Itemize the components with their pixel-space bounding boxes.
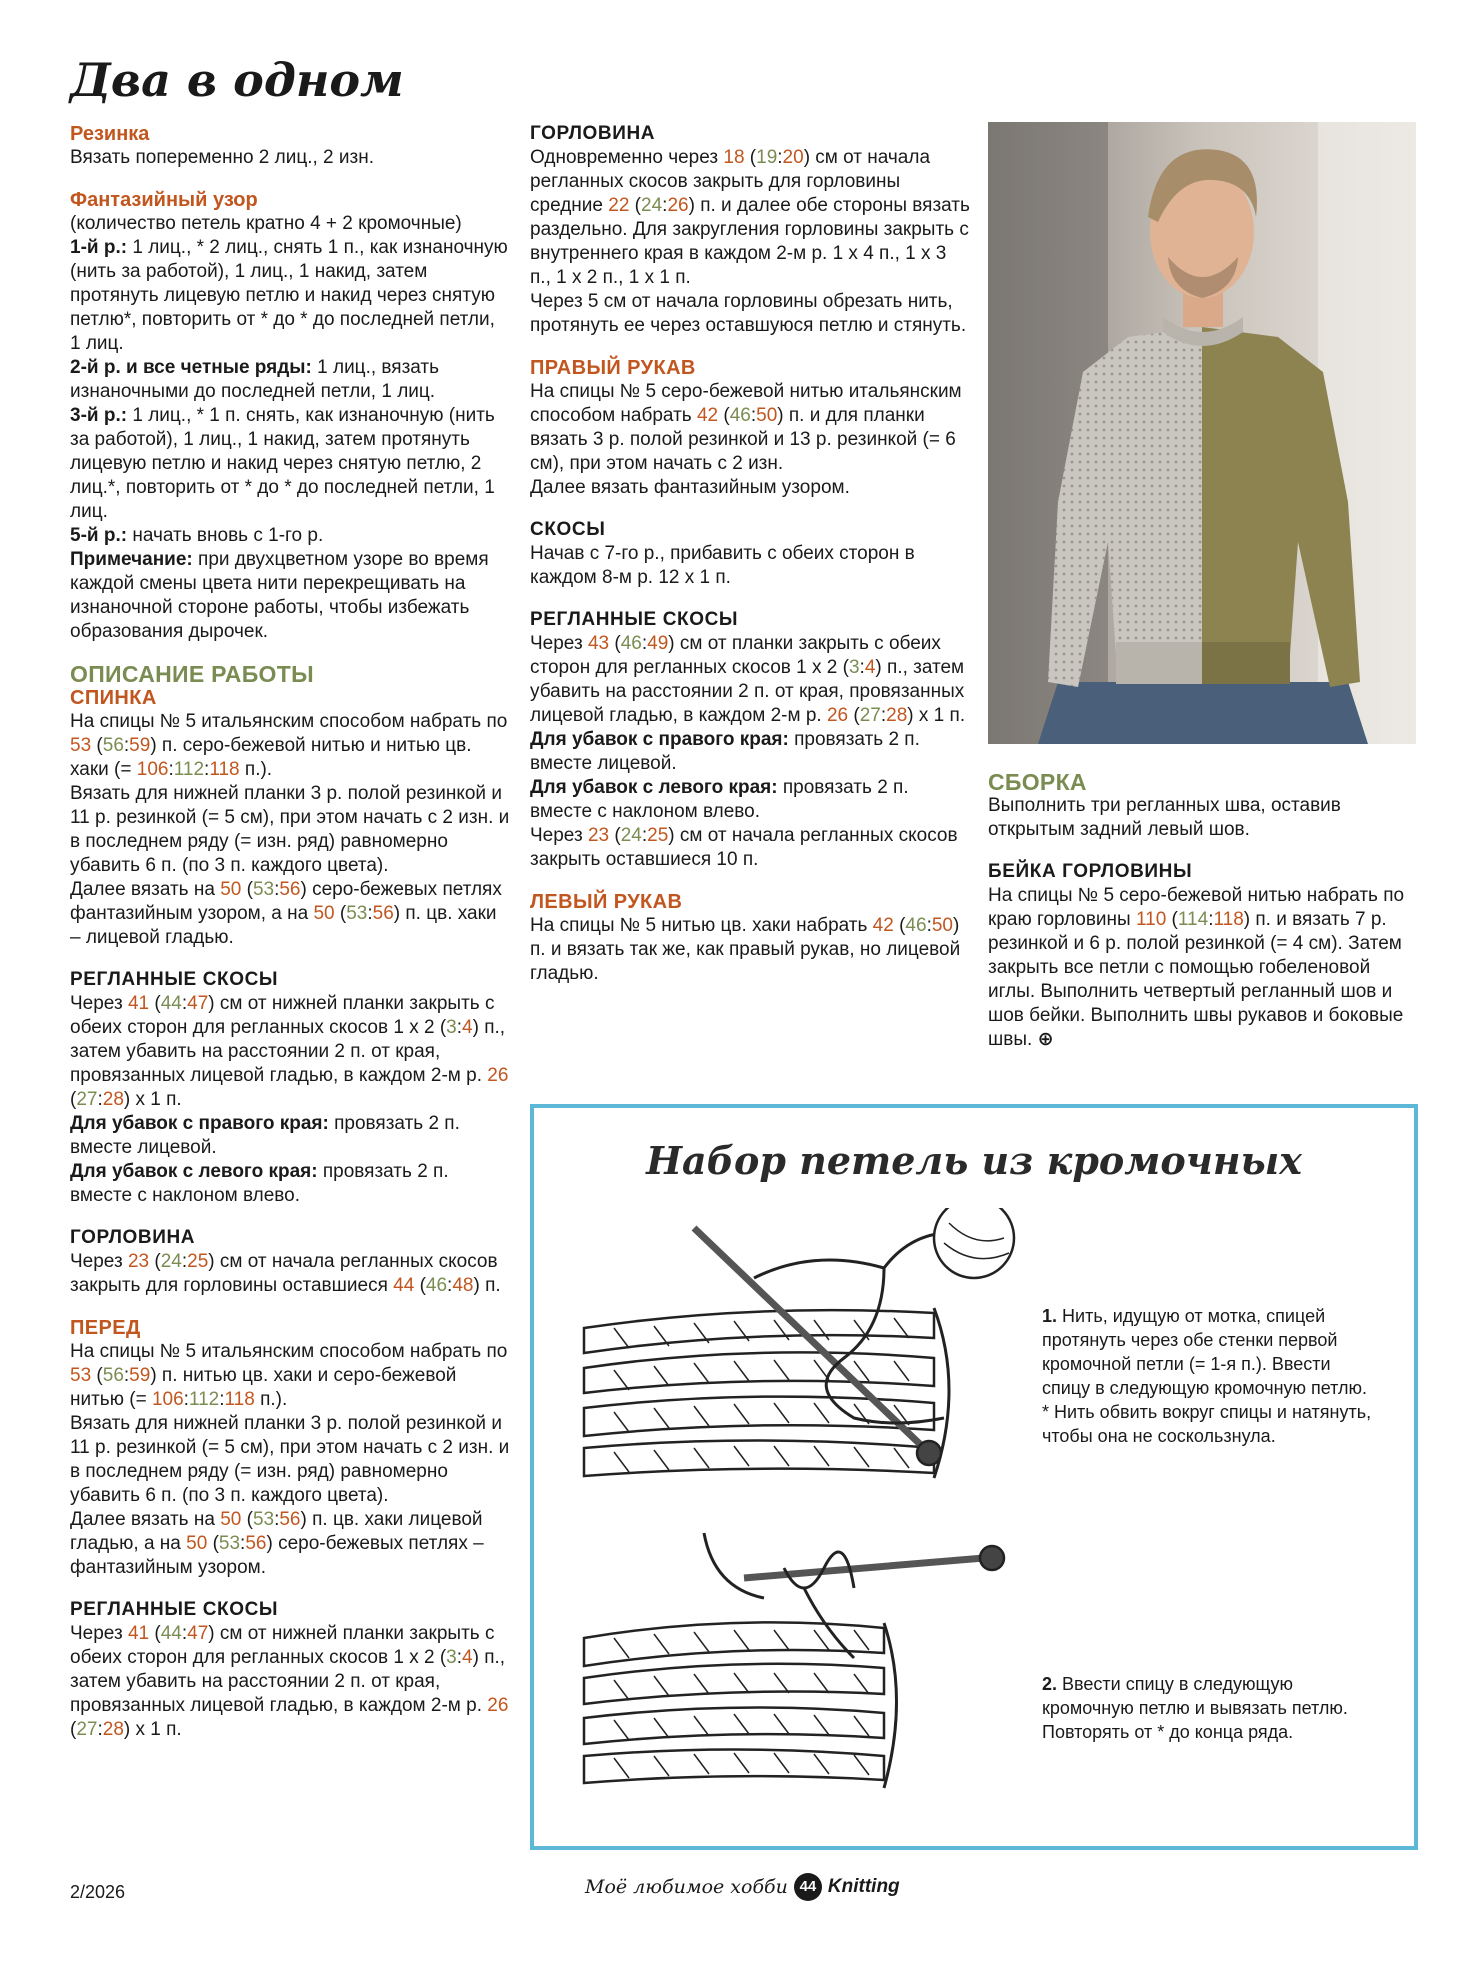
raglan2-title: РЕГЛАННЫЕ СКОСЫ: [70, 1599, 279, 1620]
num: 49: [647, 633, 669, 654]
raglan-p1: Через 41 (44:47) см от нижней планки закрыть с обеих сторон для регланных скосов 1 х 2 (3:4) п., затем убавить на расстоянии 2 п. от края, провязанных лицевой гладью, в каждом 2-м р. 26 (27:28) х 1 п.: [70, 993, 509, 1110]
row1-text: 1 лиц., * 2 лиц., снять 1 п., как изнаночную (нить за работой), 1 лиц., 1 накид, затем протянуть лицевую петлю и накид через снятую петлю*, повторить от * до * до последней петли, 1 лиц.: [70, 237, 508, 354]
end-mark-icon: ⊕: [1037, 1029, 1054, 1050]
left-sleeve-section: [530, 890, 970, 986]
num: 3: [848, 657, 860, 678]
num: 20: [782, 147, 804, 168]
num: 25: [647, 825, 669, 846]
right-dec: [530, 728, 970, 776]
num: 50: [186, 1533, 208, 1554]
num: 114: [1177, 909, 1209, 930]
raglan-p1: Через 43 (46:49) см от планки закрыть с обеих сторон для регланных скосов 1 х 2 (3:4) п., затем убавить на расстоянии 2 п. от края, провязанных лицевой гладью, в каждом 2-м р. 26 (27:28) х 1 п.: [530, 633, 966, 726]
bevel-title: СКОСЫ: [530, 519, 606, 540]
magazine-name: Моё любимое хобби: [585, 1876, 788, 1898]
step2-num: 2.: [1042, 1674, 1058, 1694]
brand-name: Knitting: [827, 1876, 900, 1897]
column-left: [70, 122, 510, 1742]
text: п. и для планки вязать 3 р. полой резинкой и 13 р. резинкой (= 6 см), при этом начать с 2 изн.: [530, 405, 956, 474]
row2-text: 1 лиц., вязать изнаночными до последней петли, 1 лиц.: [70, 357, 440, 402]
label: Для убавок с правого края:: [530, 729, 789, 750]
text: Через: [70, 1623, 123, 1644]
step1-num: 1.: [1042, 1306, 1058, 1326]
left-dec: [70, 1160, 510, 1208]
num: 42: [872, 915, 894, 936]
row5-text: начать вновь с 1-го р.: [132, 525, 324, 546]
text: см от начала регланных скосов закрыть для горловины оставшиеся: [70, 1251, 498, 1296]
text: п. и вязать 7 р. резинкой и 6 р. полой резинкой (= 4 см). Затем закрыть все петли с помощью гобеленовой иглы. Выполнить четвертый регланный шов и шов бейки. Выполнить швы рукавов и боковые швы.: [988, 909, 1404, 1050]
text: п.).: [244, 759, 273, 780]
note-text: при двухцветном узоре во время каждой смены цвета нити перекрещивать на изнаночной стороне работы, чтобы избежать образования дырочек.: [70, 549, 489, 642]
text: п., затем убавить на расстоянии 2 п. от края, провязанных лицевой гладью, в каждом 2-м р.: [70, 1647, 506, 1716]
num: 59: [129, 1365, 151, 1386]
step2-illustration: [554, 1528, 1024, 1828]
note: [70, 548, 510, 644]
num: 110: [1135, 909, 1167, 930]
row2-label: 2-й р. и все четные ряды:: [70, 357, 312, 378]
fancy-title: Фантазийный узор: [70, 189, 258, 211]
num: 56: [279, 1509, 301, 1530]
lsleeve-title: ЛЕВЫЙ РУКАВ: [530, 891, 683, 913]
text: п. и далее обе стороны вязать раздельно. Для закругления горловины закрыть с внутреннего края в каждом 2-м р. 1 х 4 п., 1 х 3 п., 1 х 2 п., 1 х 1 п.: [530, 195, 970, 288]
num: 53: [346, 903, 368, 924]
text: Через: [530, 633, 583, 654]
num: 25: [187, 1251, 209, 1272]
rib-title: Резинка: [70, 123, 150, 145]
num: 53: [218, 1533, 241, 1554]
num: 46: [620, 633, 642, 654]
num: 24: [620, 825, 642, 846]
num: 112: [188, 1389, 220, 1410]
text: провязать 2 п. вместе с наклоном влево.: [530, 777, 909, 822]
fancy-intro: (количество петель кратно 4 + 2 кромочные): [70, 213, 462, 234]
right-dec: [70, 1112, 510, 1160]
front-neck-section: [530, 122, 970, 338]
num: 56: [245, 1533, 267, 1554]
row3: [70, 404, 510, 524]
neck-title: ГОРЛОВИНА: [70, 1227, 196, 1248]
step1: [1042, 1304, 1382, 1400]
label: Для убавок с левого края:: [530, 777, 778, 798]
step1-text-block: [1042, 1304, 1382, 1448]
back-neck-section: [70, 1226, 510, 1298]
num: 47: [187, 1623, 209, 1644]
step2: [1042, 1672, 1382, 1744]
text: х 1 п.: [135, 1719, 182, 1740]
num: 4: [864, 657, 876, 678]
row5-label: 5-й р.:: [70, 525, 128, 546]
page-footer: [585, 1873, 985, 1901]
step1-illustration: [554, 1208, 1024, 1508]
num: 44: [393, 1275, 415, 1296]
text: На спицы № 5 серо-бежевой нитью итальянским способом набрать: [530, 381, 962, 426]
num: 56: [102, 735, 124, 756]
neck-title: ГОРЛОВИНА: [530, 123, 656, 144]
num: 42: [696, 405, 719, 426]
num: 28: [102, 1089, 124, 1110]
num: 53: [70, 735, 92, 756]
num: 118: [1213, 909, 1244, 930]
bevel-section: [530, 518, 970, 590]
rib-section: [70, 122, 510, 170]
text: Через: [530, 825, 583, 846]
num: 47: [187, 993, 209, 1014]
column-right: [988, 770, 1418, 1052]
num: 53: [70, 1365, 92, 1386]
band-section: [988, 860, 1418, 1052]
num: 44: [160, 993, 182, 1014]
text: На спицы № 5 итальянским способом набрать по: [70, 1341, 508, 1362]
num: 50: [313, 903, 335, 924]
back-section: [70, 662, 510, 950]
lsleeve-p1: На спицы № 5 нитью цв. хаки набрать 42 (46:50) п. и вязать так же, как правый рукав, но лицевой гладью.: [530, 915, 961, 984]
step2-text: Ввести спицу в следующую кромочную петлю и вывязать петлю. Повторять от * до конца ряда.: [1042, 1674, 1348, 1742]
row5: [70, 524, 510, 548]
row1: [70, 236, 510, 356]
assembly-title: СБОРКА: [988, 769, 1087, 795]
band-title: БЕЙКА ГОРЛОВИНЫ: [988, 861, 1193, 882]
num: 24: [160, 1251, 182, 1272]
front-raglan-section: [70, 1598, 510, 1742]
num: 50: [220, 1509, 242, 1530]
raglan-title: РЕГЛАННЫЕ СКОСЫ: [530, 609, 739, 630]
num: 50: [756, 405, 778, 426]
num: 28: [886, 705, 908, 726]
num: 50: [931, 915, 953, 936]
num: 106: [136, 759, 169, 780]
back-raglan-section: [70, 968, 510, 1208]
text: Через: [70, 1251, 123, 1272]
left-dec: [530, 776, 970, 824]
text: Далее вязать на: [70, 879, 215, 900]
num: 43: [587, 633, 610, 654]
num: 27: [76, 1719, 98, 1740]
num: 46: [425, 1275, 448, 1296]
num: 46: [729, 405, 751, 426]
num: 53: [252, 879, 275, 900]
rsleeve-p1: На спицы № 5 серо-бежевой нитью итальянским способом набрать 42 (46:50) п. и для планки вязать 3 р. полой резинкой и 13 р. резинкой (= 6 см), при этом начать с 2 изн.: [530, 381, 962, 474]
column-middle: [530, 122, 970, 986]
work-title: ОПИСАНИЕ РАБОТЫ: [70, 661, 314, 687]
num: 53: [252, 1509, 275, 1530]
row1-label: 1-й р.:: [70, 237, 128, 258]
text: Через: [70, 993, 123, 1014]
raglan2-p1: Через 41 (44:47) см от нижней планки закрыть с обеих сторон для регланных скосов 1 х 2 (3:4) п., затем убавить на расстоянии 2 п. от края, провязанных лицевой гладью, в каждом 2-м р. 26 (27:28) х 1 п.: [70, 1623, 509, 1740]
num: 19: [756, 147, 778, 168]
front-p2: Вязать для нижней планки 3 р. полой резинкой и 11 р. резинкой (= 5 см), при этом начать с 2 изн. и в последнем ряду (= изн. ряд) равномерно убавить 6 п. (по 3 п. каждого цвета).: [70, 1413, 510, 1506]
text: см от нижней планки закрыть с обеих сторон для регланных скосов 1 х 2: [70, 993, 495, 1038]
text: п. нитью цв. хаки и серо-бежевой нитью (=: [70, 1365, 457, 1410]
neck-p1: Через 23 (24:25) см от начала регланных скосов закрыть для горловины оставшиеся 44 (46:48) п.: [70, 1251, 501, 1296]
text: серо-бежевых петлях фантазийным узором, а на: [70, 879, 502, 924]
panel-title: Набор петель из кромочных: [646, 1138, 1302, 1183]
assembly-text: Выполнить три регланных шва, оставив открытым задний левый шов.: [988, 795, 1341, 840]
num: 50: [220, 879, 242, 900]
label: Для убавок с левого края:: [70, 1161, 318, 1182]
sweater-photo-illustration: [988, 122, 1416, 744]
label: Для убавок с правого края:: [70, 1113, 329, 1134]
text: провязать 2 п. вместе лицевой.: [530, 729, 920, 774]
right-sleeve-section: [530, 356, 970, 500]
assembly-section: [988, 770, 1418, 842]
num: 41: [127, 1623, 150, 1644]
num: 44: [160, 1623, 182, 1644]
num: 3: [446, 1017, 457, 1038]
rsleeve-p2: Далее вязать фантазийным узором.: [530, 477, 850, 498]
num: 48: [452, 1275, 474, 1296]
band-p1: На спицы № 5 серо-бежевой нитью набрать по краю горловины 110 (114:118) п. и вязать 7 р. резинкой и 6 р. полой резинкой (= 4 см). Затем закрыть все петли с помощью гобеленовой иглы. Выполнить четвертый регланный шов и шов бейки. Выполнить швы рукавов и боковые швы. ⊕: [988, 885, 1405, 1050]
text: п.: [485, 1275, 501, 1296]
neck-p2: Через 5 см от начала горловины обрезать нить, протянуть ее через оставшуюся петлю и стянуть.: [530, 291, 967, 336]
num: 56: [102, 1365, 124, 1386]
row3-label: 3-й р.:: [70, 405, 128, 426]
text: п., затем убавить на расстоянии 2 п. от края, провязанных лицевой гладью, в каждом 2-м р.: [530, 657, 965, 726]
text: На спицы № 5 нитью цв. хаки набрать: [530, 915, 868, 936]
num: 24: [641, 195, 663, 216]
back-p3: Далее вязать на 50 (53:56) серо-бежевых петлях фантазийным узором, а на 50 (53:56) п. цв. хаки – лицевой гладью.: [70, 879, 502, 948]
front-title: ПЕРЕД: [70, 1317, 141, 1339]
text: см от нижней планки закрыть с обеих сторон для регланных скосов 1 х 2: [70, 1623, 495, 1668]
num: 28: [102, 1719, 124, 1740]
text: п. цв. хаки – лицевой гладью.: [70, 903, 497, 948]
back-title: СПИНКА: [70, 687, 157, 709]
num: 26: [667, 195, 689, 216]
num: 27: [76, 1089, 98, 1110]
page-number: 44: [794, 1873, 822, 1901]
num: 27: [859, 705, 881, 726]
text: п., затем убавить на расстоянии 2 п. от края, провязанных лицевой гладью, в каждом 2-м р.: [70, 1017, 506, 1086]
num: 26: [826, 705, 849, 726]
num: 23: [127, 1251, 150, 1272]
sleeve-raglan-section: [530, 608, 970, 872]
front-p1: На спицы № 5 итальянским способом набрать по 53 (56:59) п. нитью цв. хаки и серо-бежевой нитью (= 106:112:118 п.).: [70, 1341, 508, 1410]
step2-text-block: [1042, 1672, 1382, 1744]
num: 112: [173, 759, 205, 780]
text: п. серо-бежевой нитью и нитью цв. хаки (=: [70, 735, 472, 780]
text: п.).: [260, 1389, 288, 1410]
num: 59: [129, 735, 151, 756]
fancy-pattern-section: [70, 188, 510, 644]
num: 41: [127, 993, 150, 1014]
text: Одновременно через: [530, 147, 719, 168]
text: п. цв. хаки лицевой гладью, а на: [70, 1509, 483, 1554]
page-title: Два в одном: [70, 53, 404, 107]
num: 22: [608, 195, 630, 216]
text: провязать 2 п. вместе лицевой.: [70, 1113, 460, 1158]
text: Далее вязать на: [70, 1509, 215, 1530]
text: серо-бежевых петлях – фантазийным узором.: [70, 1533, 484, 1578]
issue-number: 2/2026: [70, 1882, 126, 1902]
step1-text: Нить, идущую от мотка, спицей протянуть через обе стенки первой кромочной петли (= 1-я п.). Ввести спицу в следующую кромочную петлю.: [1042, 1306, 1368, 1398]
rib-text: Вязать попеременно 2 лиц., 2 изн.: [70, 147, 374, 168]
raglan-title: РЕГЛАННЫЕ СКОСЫ: [70, 969, 279, 990]
neck-p1: Одновременно через 18 (19:20) см от начала регланных скосов закрыть для горловины средние 22 (24:26) п. и далее обе стороны вязать раздельно. Для закругления горловины закрыть с внутреннего края в каждом 2-м р. 1 х 4 п., 1 х 3 п., 1 х 2 п., 1 х 1 п.: [530, 147, 970, 288]
text: провязать 2 п. вместе с наклоном влево.: [70, 1161, 449, 1206]
num: 56: [372, 903, 394, 924]
num: 18: [723, 147, 745, 168]
rsleeve-title: ПРАВЫЙ РУКАВ: [530, 357, 696, 379]
cast-on-panel: [530, 1104, 1418, 1850]
text: п. и вязать так же, как правый рукав, но лицевой гладью.: [530, 939, 961, 984]
num: 106: [151, 1389, 184, 1410]
text: х 1 п.: [135, 1089, 182, 1110]
text: На спицы № 5 итальянским способом набрать по: [70, 711, 508, 732]
text: см от начала регланных скосов закрыть для горловины средние: [530, 147, 931, 216]
back-p1: На спицы № 5 итальянским способом набрать по 53 (56:59) п. серо-бежевой нитью и нитью цв. хаки (= 106:112:118 п.).: [70, 711, 508, 780]
back-p2: Вязать для нижней планки 3 р. полой резинкой и 11 р. резинкой (= 5 см), при этом начать с 2 изн. и в последнем ряду (= изн. ряд) равномерно убавить 6 п. (по 3 п. каждого цвета).: [70, 783, 510, 876]
num: 4: [462, 1017, 473, 1038]
num: 26: [487, 1065, 509, 1086]
num: 4: [462, 1647, 473, 1668]
num: 118: [224, 1389, 255, 1410]
front-p3: Далее вязать на 50 (53:56) п. цв. хаки лицевой гладью, а на 50 (53:56) серо-бежевых петлях – фантазийным узором.: [70, 1509, 484, 1578]
num: 3: [446, 1647, 457, 1668]
front-section: [70, 1316, 510, 1580]
num: 23: [587, 825, 610, 846]
raglan-p2: Через 23 (24:25) см от начала регланных скосов закрыть оставшиеся 10 п.: [530, 825, 958, 870]
num: 26: [487, 1695, 509, 1716]
bevel-p1: Начав с 7-го р., прибавить с обеих сторон в каждом 8-м р. 12 х 1 п.: [530, 543, 915, 588]
text: На спицы № 5 серо-бежевой нитью набрать по краю горловины: [988, 885, 1405, 930]
num: 56: [279, 879, 301, 900]
row2: [70, 356, 510, 404]
text: см от начала регланных скосов закрыть оставшиеся 10 п.: [530, 825, 958, 870]
num: 46: [905, 915, 927, 936]
text: см от планки закрыть с обеих сторон для регланных скосов 1 х 2: [530, 633, 941, 678]
model-photo: [988, 122, 1416, 744]
step1-note: * Нить обвить вокруг спицы и натянуть, чтобы она не соскользнула.: [1042, 1402, 1372, 1446]
note-label: Примечание:: [70, 549, 193, 570]
row3-text: 1 лиц., * 1 п. снять, как изнаночную (нить за работой), 1 лиц., 1 накид, затем протянуть лицевую петлю и накид через снятую петлю, 2 лиц.*, повторить от * до * до последней петли, 1 лиц.: [70, 405, 495, 522]
text: х 1 п.: [918, 705, 966, 726]
num: 118: [209, 759, 240, 780]
